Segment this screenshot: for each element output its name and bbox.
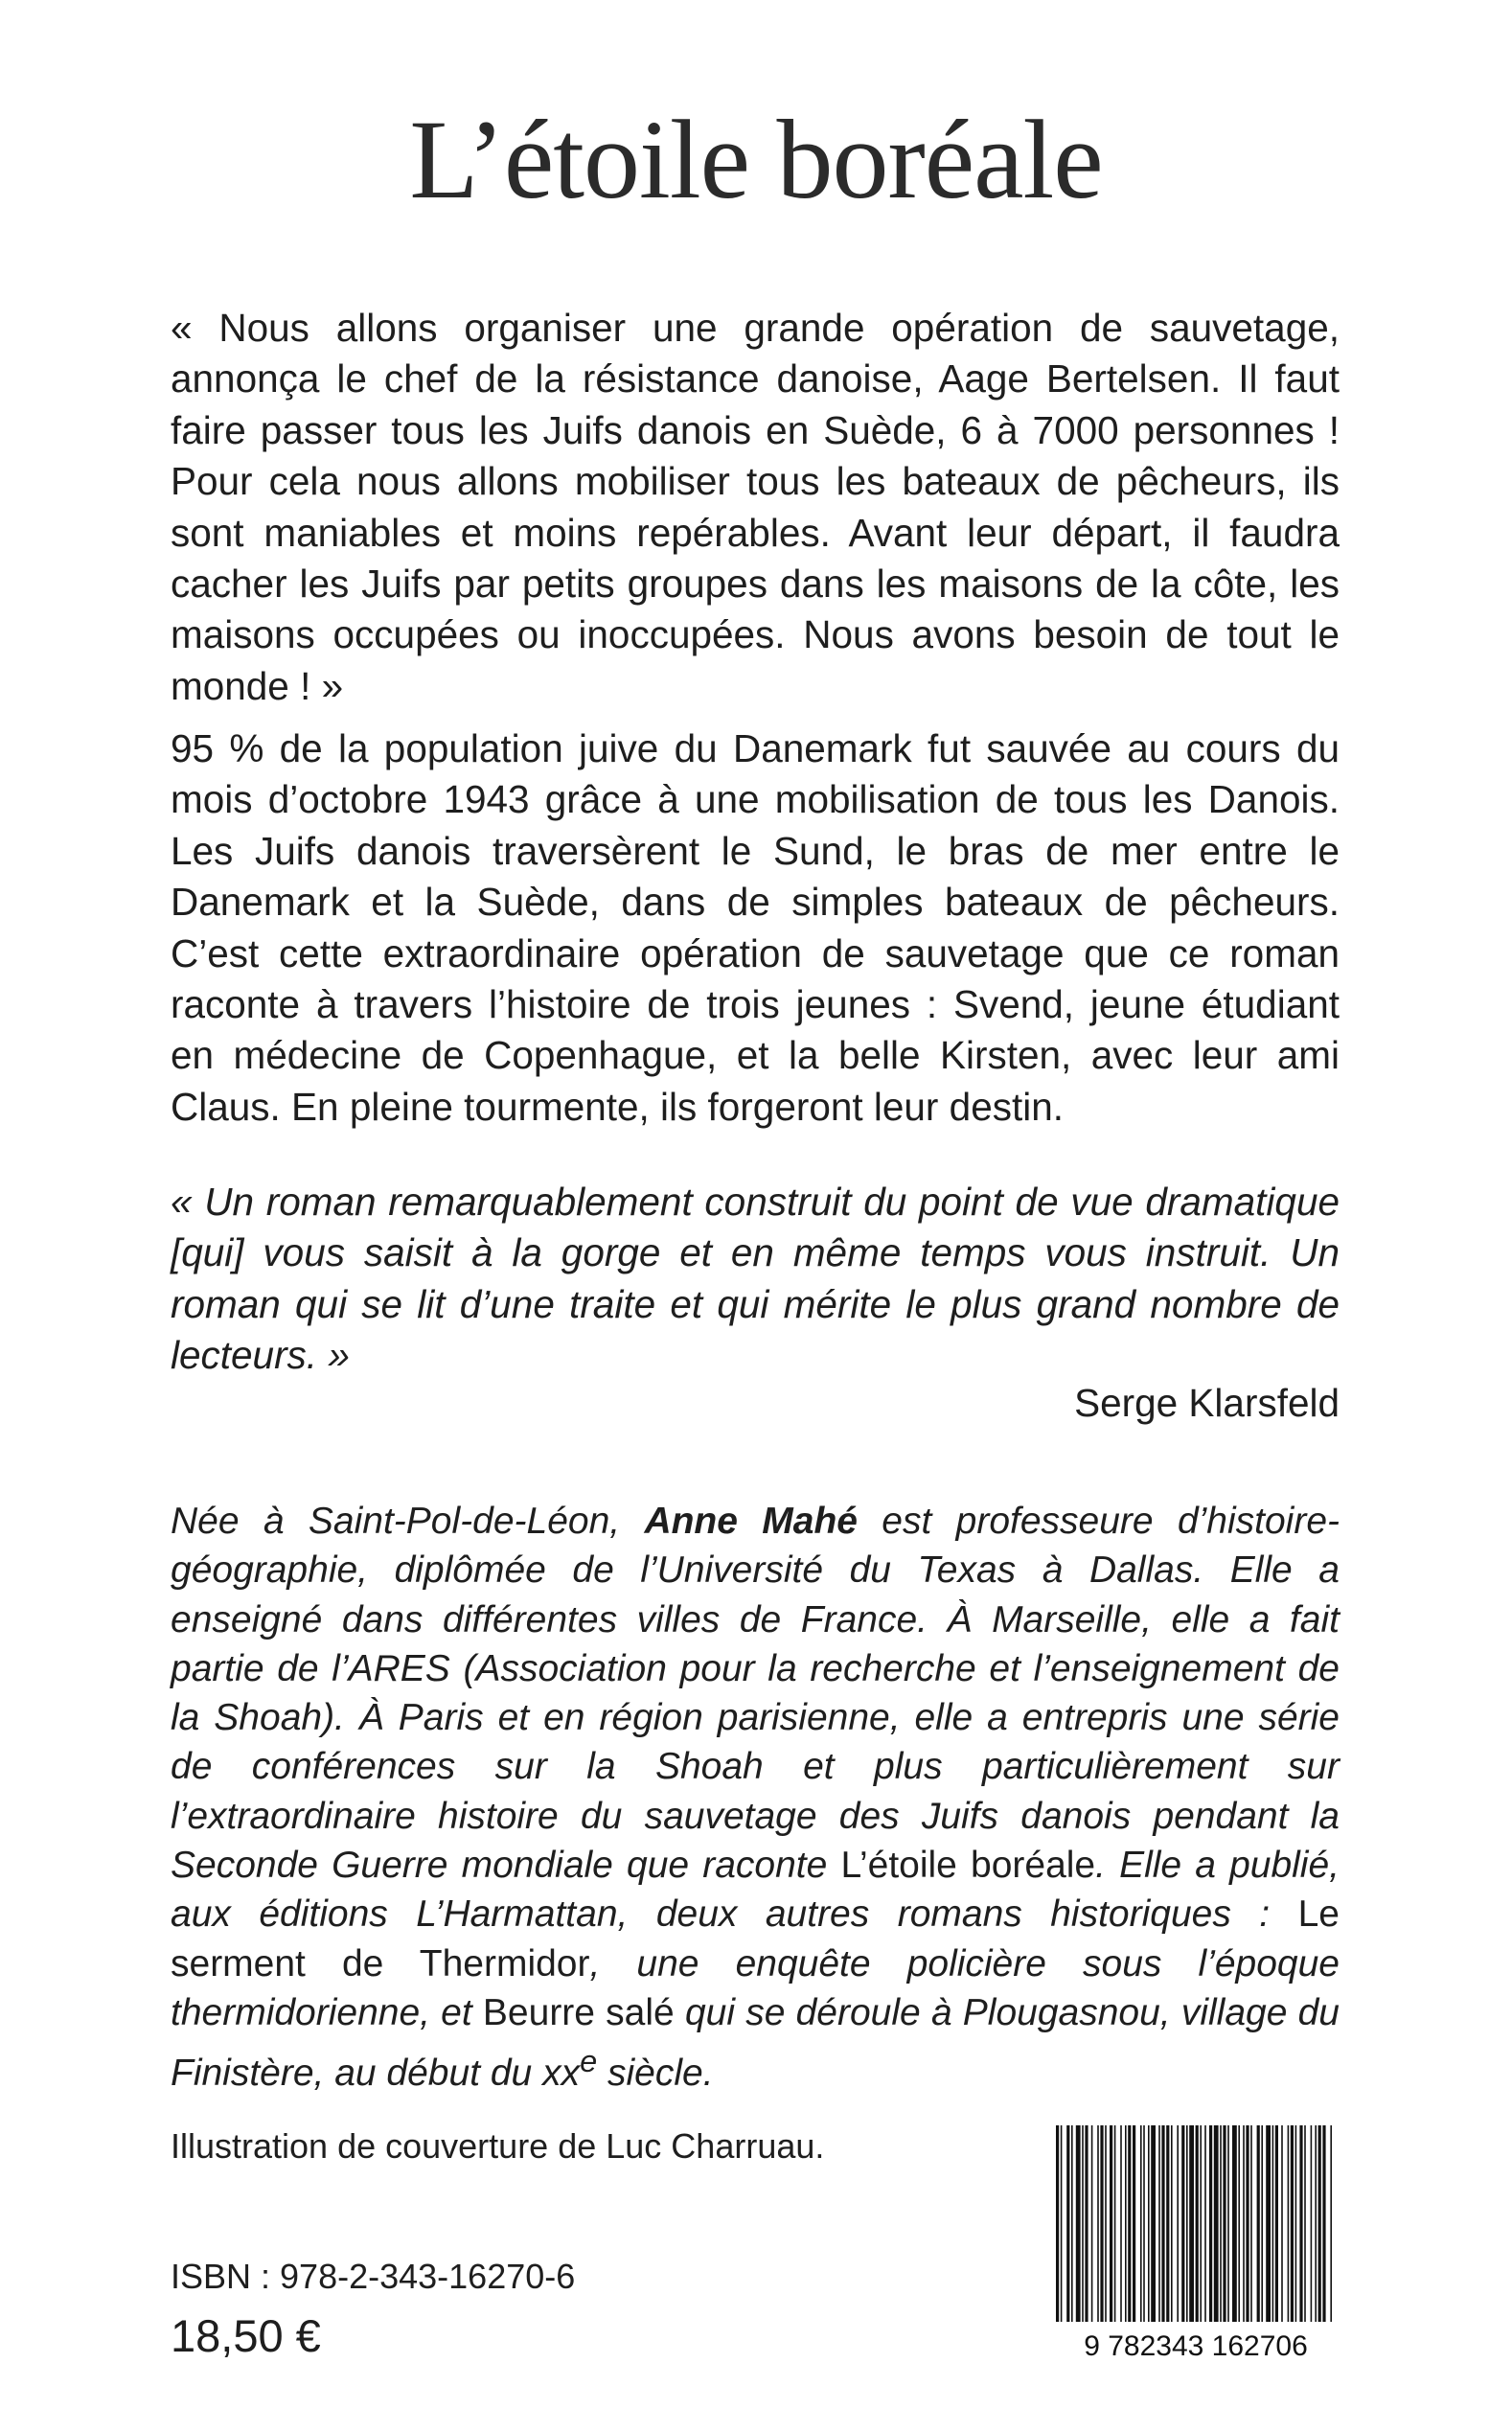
barcode-digits: 9 782343 162706 bbox=[1084, 2330, 1308, 2362]
barcode-bar bbox=[1322, 2125, 1325, 2322]
barcode-bar bbox=[1257, 2125, 1260, 2322]
barcode-bar bbox=[1133, 2125, 1135, 2322]
barcode-bar bbox=[1100, 2125, 1103, 2322]
barcode-bar bbox=[1304, 2125, 1306, 2322]
century-superscript: e bbox=[580, 2044, 598, 2079]
barcode-bar bbox=[1091, 2125, 1093, 2322]
barcode-bar bbox=[1288, 2125, 1290, 2322]
barcode-bar bbox=[1125, 2125, 1127, 2322]
barcode-bar bbox=[1330, 2125, 1332, 2322]
barcode-bar bbox=[1299, 2125, 1302, 2322]
barcode-bar bbox=[1227, 2125, 1229, 2322]
barcode-bar bbox=[1189, 2125, 1194, 2322]
review-quote: « Un roman remarquablement construit du point de vue dramatique [qui] vous saisit à la gorge et en même temps vous instruit. Un roman qui se lit d’une traite et qui mérite le plus grand nombre de lecteurs. » bbox=[171, 1180, 1340, 1378]
barcode-bar bbox=[1315, 2125, 1317, 2322]
barcode-bar bbox=[1281, 2125, 1283, 2322]
barcode-bar bbox=[1200, 2125, 1202, 2322]
barcode-bar bbox=[1209, 2125, 1212, 2322]
barcode-bar bbox=[1105, 2125, 1107, 2322]
barcode-bar bbox=[1158, 2125, 1160, 2322]
barcode-bar bbox=[1295, 2125, 1297, 2322]
barcode-bar bbox=[1066, 2125, 1069, 2322]
barcode-bar bbox=[1181, 2125, 1184, 2322]
barcode-bar bbox=[1243, 2125, 1245, 2322]
barcode-bar bbox=[1076, 2125, 1081, 2322]
bio-text: , une enquête policière sous l’époque thermidorienne, et bbox=[171, 1942, 1340, 2033]
barcode-bar bbox=[1143, 2125, 1145, 2322]
barcode-bar bbox=[1056, 2125, 1059, 2322]
barcode-bar bbox=[1311, 2125, 1313, 2322]
barcode-bar bbox=[1140, 2125, 1142, 2322]
barcode-bar bbox=[1214, 2125, 1219, 2322]
barcode-bar bbox=[1171, 2125, 1173, 2322]
isbn-barcode bbox=[1052, 2125, 1340, 2363]
bio-text: Née à Saint-Pol-de-Léon, bbox=[171, 1501, 645, 1542]
barcode-bar bbox=[1177, 2125, 1179, 2322]
barcode-bar bbox=[1223, 2125, 1226, 2322]
bio-other-book-title: Beurre salé bbox=[482, 1991, 675, 2033]
barcode-bar bbox=[1318, 2125, 1321, 2322]
barcode-bar bbox=[1161, 2125, 1164, 2322]
barcode-bar bbox=[1120, 2125, 1122, 2322]
barcode-bar bbox=[1148, 2125, 1150, 2322]
barcode-bar bbox=[1097, 2125, 1099, 2322]
barcode-bar bbox=[1128, 2125, 1131, 2322]
barcode-bar bbox=[1246, 2125, 1249, 2322]
barcode-bar bbox=[1085, 2125, 1088, 2322]
barcode-bar bbox=[1061, 2125, 1063, 2322]
barcode-bar bbox=[1220, 2125, 1222, 2322]
barcode-bar bbox=[1082, 2125, 1084, 2322]
bio-other-book-title: Le serment de Thermidor bbox=[171, 1893, 1340, 1985]
barcode-bar bbox=[1275, 2125, 1278, 2322]
summary-paragraph: 95 % de la population juive du Danemark fut sauvée au cours du mois d’octobre 1943 grâce à une mobilisation de tous les Danois. Les Juifs danois traversèrent le Sund, le bras de mer entre le Danemark et la Suède, dans de simples bateaux de pêcheurs. C’est cette extraordinaire opération de sauvetage que ce roman raconte à travers l’histoire de trois jeunes : Svend, jeune étudiant en médecine de Copenhague, et la belle Kirsten, avec leur ami Claus. En pleine tourmente, ils forgeront leur destin. bbox=[171, 726, 1340, 1129]
barcode-bar bbox=[1261, 2125, 1263, 2322]
barcode-bar bbox=[1196, 2125, 1199, 2322]
barcode-bar bbox=[1151, 2125, 1156, 2322]
bio-book-title: L’étoile boréale bbox=[840, 1845, 1096, 1887]
review-author: Serge Klarsfeld bbox=[1074, 1381, 1340, 1425]
opening-quote: « Nous allons organiser une grande opération de sauvetage, annonça le chef de la résistance danoise, Aage Bertelsen. Il faut faire passer tous les Juifs danois en Suède, 6 à 7000 personnes ! Pour cela nous allons mobiliser tous les bateaux de pêcheurs, ils sont maniables et moins repérables. Avant leur départ, il faudra cacher les Juifs par petits groupes dans les maisons de la côte, les maisons occupées ou inoccupées. Nous avons besoin de tout le monde ! » bbox=[171, 306, 1340, 708]
author-bio bbox=[171, 1497, 1340, 2099]
barcode-bar bbox=[1071, 2125, 1073, 2322]
barcode-bar bbox=[1238, 2125, 1240, 2322]
barcode-graphic bbox=[1052, 2125, 1340, 2363]
barcode-bar bbox=[1250, 2125, 1252, 2322]
bio-text: est professeure d’histoire-géographie, diplômée de l’Université du Texas à Dallas. Elle a enseigné dans différentes villes de France. À Marseille, elle a fait partie de l’ARES (Association pour la recherche et l’enseignement de la Shoah). À Paris et en région parisienne, elle a entrepris une série de conférences sur la Shoah et plus particulièrement sur l’extraordinaire histoire du sauvetage des Juifs danois pendant la Seconde Guerre mondiale que raconte bbox=[171, 1501, 1340, 1887]
price: 18,50 € bbox=[171, 2310, 321, 2361]
barcode-bar bbox=[1291, 2125, 1294, 2322]
isbn: ISBN : 978-2-343-16270-6 bbox=[171, 2257, 576, 2296]
century-numeral: xx bbox=[542, 2053, 581, 2095]
barcode-bar bbox=[1272, 2125, 1274, 2322]
barcode-bar bbox=[1204, 2125, 1206, 2322]
bio-text: qui se déroule à Plougasnou, village du Finistère, au début du bbox=[171, 1991, 1340, 2095]
author-name: Anne Mahé bbox=[644, 1501, 858, 1542]
barcode-bar bbox=[1166, 2125, 1169, 2322]
barcode-bar bbox=[1266, 2125, 1271, 2322]
illustration-credit: Illustration de couverture de Luc Charruau. bbox=[171, 2126, 825, 2166]
barcode-bar bbox=[1110, 2125, 1112, 2322]
book-title: L’étoile boréale bbox=[409, 97, 1103, 222]
barcode-bar bbox=[1114, 2125, 1116, 2322]
bio-text: siècle. bbox=[597, 2053, 714, 2095]
barcode-bar bbox=[1186, 2125, 1188, 2322]
bio-text: . Elle a publié, aux éditions L’Harmattan, deux autres romans historiques : bbox=[171, 1845, 1340, 1936]
barcode-bar bbox=[1232, 2125, 1237, 2322]
